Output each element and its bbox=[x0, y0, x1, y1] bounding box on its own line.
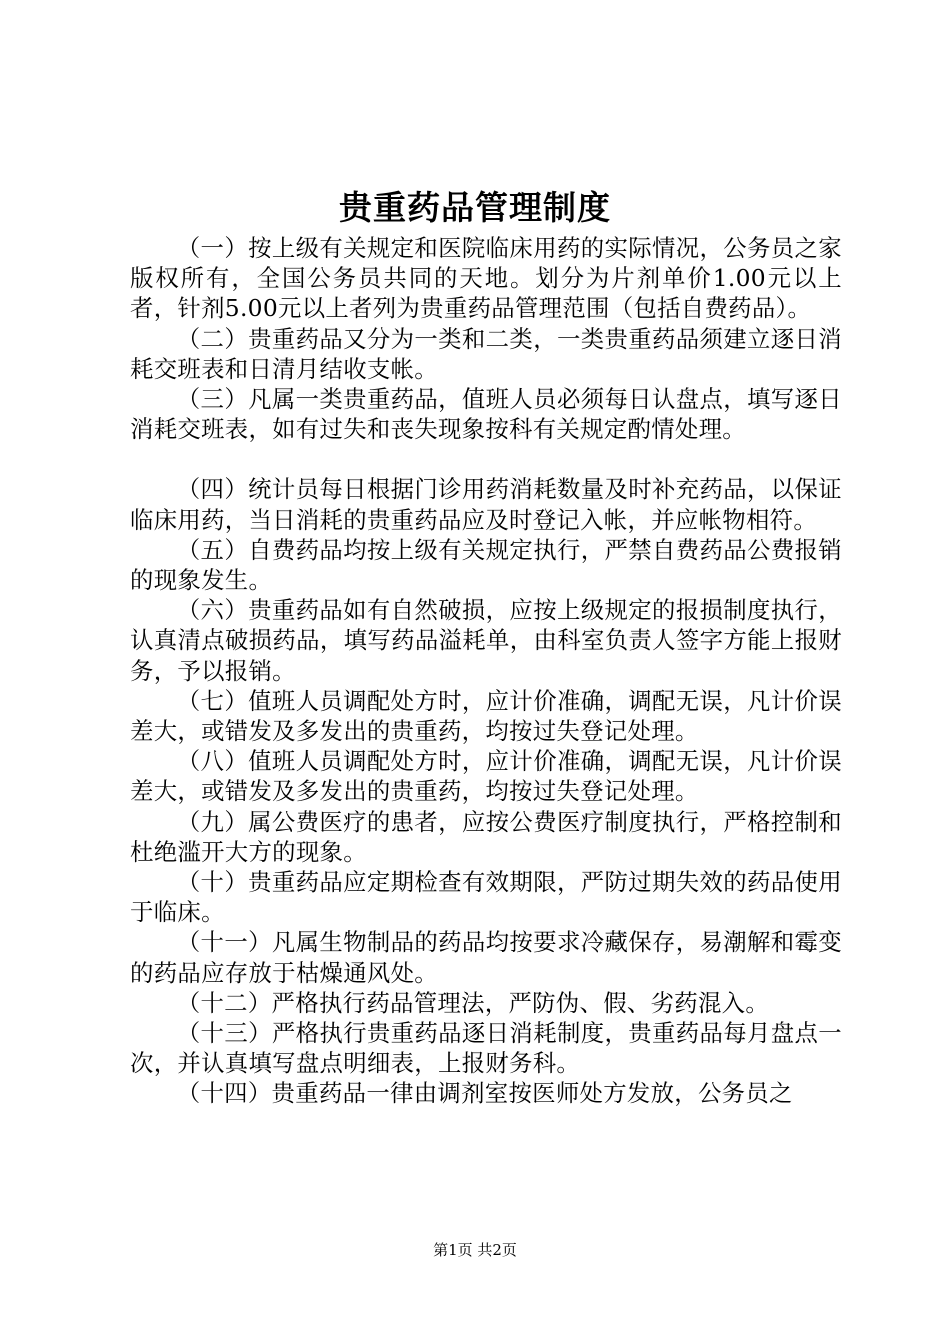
paragraph-7: （七）值班人员调配处方时，应计价准确，调配无误，凡计价误差大，或错发及多发出的贵重药，均按过失登记处理。 bbox=[130, 686, 842, 746]
paragraph-10: （十）贵重药品应定期检查有效期限，严防过期失效的药品使用于临床。 bbox=[130, 868, 842, 927]
paragraph-9: （九）属公费医疗的患者，应按公费医疗制度执行，严格控制和杜绝滥开大方的现象。 bbox=[130, 807, 842, 866]
paragraph-3: （三）凡属一类贵重药品，值班人员必须每日认盘点，填写逐日消耗交班表，如有过失和丧失现象按科有关规定酌情处理。 bbox=[130, 385, 842, 444]
document-body bbox=[130, 233, 842, 1109]
paragraph-4: （四）统计员每日根据门诊用药消耗数量及时补充药品，以保证临床用药，当日消耗的贵重药品应及时登记入帐，并应帐物相符。 bbox=[130, 475, 842, 534]
paragraph-11: （十一）凡属生物制品的药品均按要求冷藏保存，易潮解和霉变的药品应存放于枯燥通风处。 bbox=[130, 928, 842, 987]
paragraph-6: （六）贵重药品如有自然破损，应按上级规定的报损制度执行，认真清点破损药品，填写药品溢耗单，由科室负责人签字方能上报财务，予以报销。 bbox=[130, 596, 842, 685]
paragraph-8: （八）值班人员调配处方时，应计价准确，调配无误，凡计价误差大，或错发及多发出的贵重药，均按过失登记处理。 bbox=[130, 747, 842, 806]
paragraph-12: （十二）严格执行药品管理法，严防伪、假、劣药混入。 bbox=[176, 988, 770, 1017]
page-number: 第1页 共2页 bbox=[433, 1241, 517, 1259]
paragraph-14: （十四）贵重药品一律由调剂室按医师处方发放，公务员之 bbox=[176, 1079, 793, 1108]
document-title: 贵重药品管理制度 bbox=[339, 188, 611, 227]
paragraph-13: （十三）严格执行贵重药品逐日消耗制度，贵重药品每月盘点一次，并认真填写盘点明细表，上报财务科。 bbox=[130, 1019, 842, 1078]
paragraph-1: （一）按上级有关规定和医院临床用药的实际情况，公务员之家版权所有，全国公务员共同的天地。划分为片剂单价1.00元以上者，针剂5.00元以上者列为贵重药品管理范围（包括自费药品）。 bbox=[130, 234, 842, 323]
paragraph-5: （五）自费药品均按上级有关规定执行，严禁自费药品公费报销的现象发生。 bbox=[130, 535, 842, 595]
paragraph-2: （二）贵重药品又分为一类和二类，一类贵重药品须建立逐日消耗交班表和日清月结收支帐。 bbox=[130, 324, 842, 383]
